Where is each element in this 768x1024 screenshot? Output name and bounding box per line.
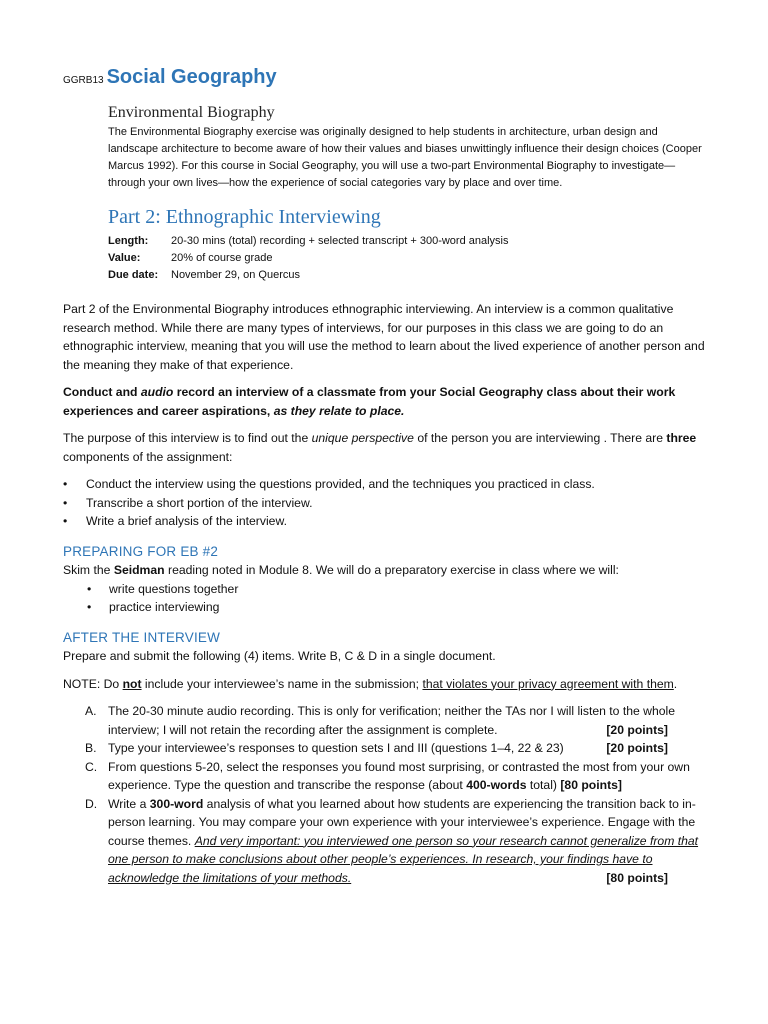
meta-key: Due date: (108, 269, 159, 281)
preparing-text: Skim the (63, 563, 114, 577)
purpose-text: components of the assignment: (63, 449, 233, 464)
note-text: include your interviewee’s name in the submission; (141, 676, 423, 691)
instruction-paragraph (63, 383, 713, 420)
meta-value-row (108, 250, 708, 267)
item-text: Type your interviewee’s responses to question sets I and III (questions 1–4, 22 & 23) (108, 741, 564, 755)
note-text: NOTE: Do (63, 676, 123, 691)
item-text: The 20-30 minute audio recording. This is only for verification; neither the TAs nor I will listen to the whole interview; I will not retain the recording after the assignment is complete. (108, 704, 676, 737)
after-heading: AFTER THE INTERVIEW (63, 629, 221, 645)
note-underlined: that violates your privacy agreement with them (422, 676, 674, 691)
part2-section (108, 206, 708, 284)
submission-items (63, 702, 713, 887)
purpose-paragraph (63, 429, 713, 466)
environmental-biography-text: The Environmental Biography exercise was originally designed to help students in architecture, urban design and landscape architecture to become aware of how their values and biases unwittingly influence their design choices (Cooper Marcus 1992). For this course in Social Geography, you will use a two-part Environmental Biography to investigate—through your own lives—how the experience of social categories vary by place and over time. (108, 126, 702, 189)
instruction-emphasis: audio (140, 385, 174, 399)
purpose-text: The purpose of this interview is to find out the (63, 431, 312, 445)
meta-value: 20% of course grade (171, 252, 273, 264)
item-text: From questions 5-20, select the responses you found most surprising, or contrasted the most from your own experience. Type the question and transcribe the response (about (108, 759, 690, 792)
after-paragraph: Prepare and submit the following (4) items. Write B, C & D in a single document. (63, 649, 496, 663)
item-emphasis: And very important: you interviewed one person so your research cannot generalize from that one person to make conclusions about other people’s experiences. In research, your findings have to acknowledge the limitations of your methods. (108, 833, 699, 885)
list-item: • Write a brief analysis of the interview. (63, 512, 713, 531)
preparing-paragraph (63, 561, 713, 580)
course-header (63, 66, 277, 89)
list-item: • Conduct the interview using the questions provided, and the techniques you practiced in class. (63, 475, 713, 494)
item-letter: A. (85, 704, 97, 718)
preparing-heading: PREPARING FOR EB #2 (63, 543, 219, 559)
preparing-bold: Seidman (113, 563, 165, 577)
preparing-text: reading noted in Module 8. We will do a preparatory exercise in class where we will: (164, 563, 619, 577)
purpose-emphasis: unique perspective (311, 431, 414, 445)
note-bold: not (122, 676, 142, 691)
instruction-text: Conduct and (63, 385, 141, 399)
submission-item-a (63, 702, 713, 739)
item-text: total) (526, 778, 561, 792)
meta-value: 20-30 mins (total) recording + selected transcript + 300-word analysis (171, 235, 509, 247)
item-letter: B. (85, 741, 97, 755)
submission-item-b (63, 739, 713, 758)
purpose-text: of the person you are interviewing . There are (413, 431, 667, 445)
instruction-emphasis: as they relate to place. (273, 403, 405, 418)
list-item: • write questions together (63, 580, 713, 599)
intro-paragraph: Part 2 of the Environmental Biography introduces ethnographic interviewing. An interview is a common qualitative research method. While there are many types of interviews, for our purposes in this class we are going to do an ethnographic interview, meaning that you will use the method to learn about the lived experience of another person and the meaning they make of that experience. (63, 302, 705, 372)
meta-key: Value: (108, 252, 141, 264)
course-title: Social Geography (106, 66, 277, 88)
item-bold: 300-word (149, 796, 204, 811)
course-code: GGRB13 (63, 75, 104, 86)
instruction-text: record an interview of a classmate from your Social Geography class about their work experiences and career aspirations, (63, 385, 676, 418)
meta-due-date (108, 267, 708, 284)
list-item: • practice interviewing (63, 598, 713, 617)
item-points: [20 points] (606, 722, 668, 737)
item-points: [80 points] (560, 778, 622, 792)
meta-key: Length: (108, 235, 149, 247)
purpose-bold: three (666, 431, 697, 445)
note-text: . (673, 676, 678, 691)
list-item: • Transcribe a short portion of the interview. (63, 494, 713, 513)
item-points: [80 points] (606, 870, 668, 885)
item-points: [20 points] (606, 741, 668, 755)
preparing-list (63, 580, 713, 617)
submission-item-c (63, 758, 713, 795)
item-letter: C. (85, 759, 98, 774)
components-list (63, 475, 713, 531)
submission-item-d (63, 795, 713, 888)
environmental-biography-section (108, 104, 708, 192)
part2-heading: Part 2: Ethnographic Interviewing (108, 206, 381, 228)
meta-value: November 29, on Quercus (171, 269, 301, 281)
meta-length (108, 233, 708, 250)
item-text: Write a (108, 796, 150, 811)
note-paragraph (63, 675, 713, 694)
item-letter: D. (85, 796, 98, 811)
assignment-body (63, 300, 713, 887)
environmental-biography-heading: Environmental Biography (108, 104, 275, 121)
item-bold: 400-words (466, 778, 527, 792)
item-text: analysis of what you learned about how students are experiencing the transition back to in-person learning. You may compare your own experience with your interviewee’s experience. Engage with the course themes. (108, 796, 696, 848)
